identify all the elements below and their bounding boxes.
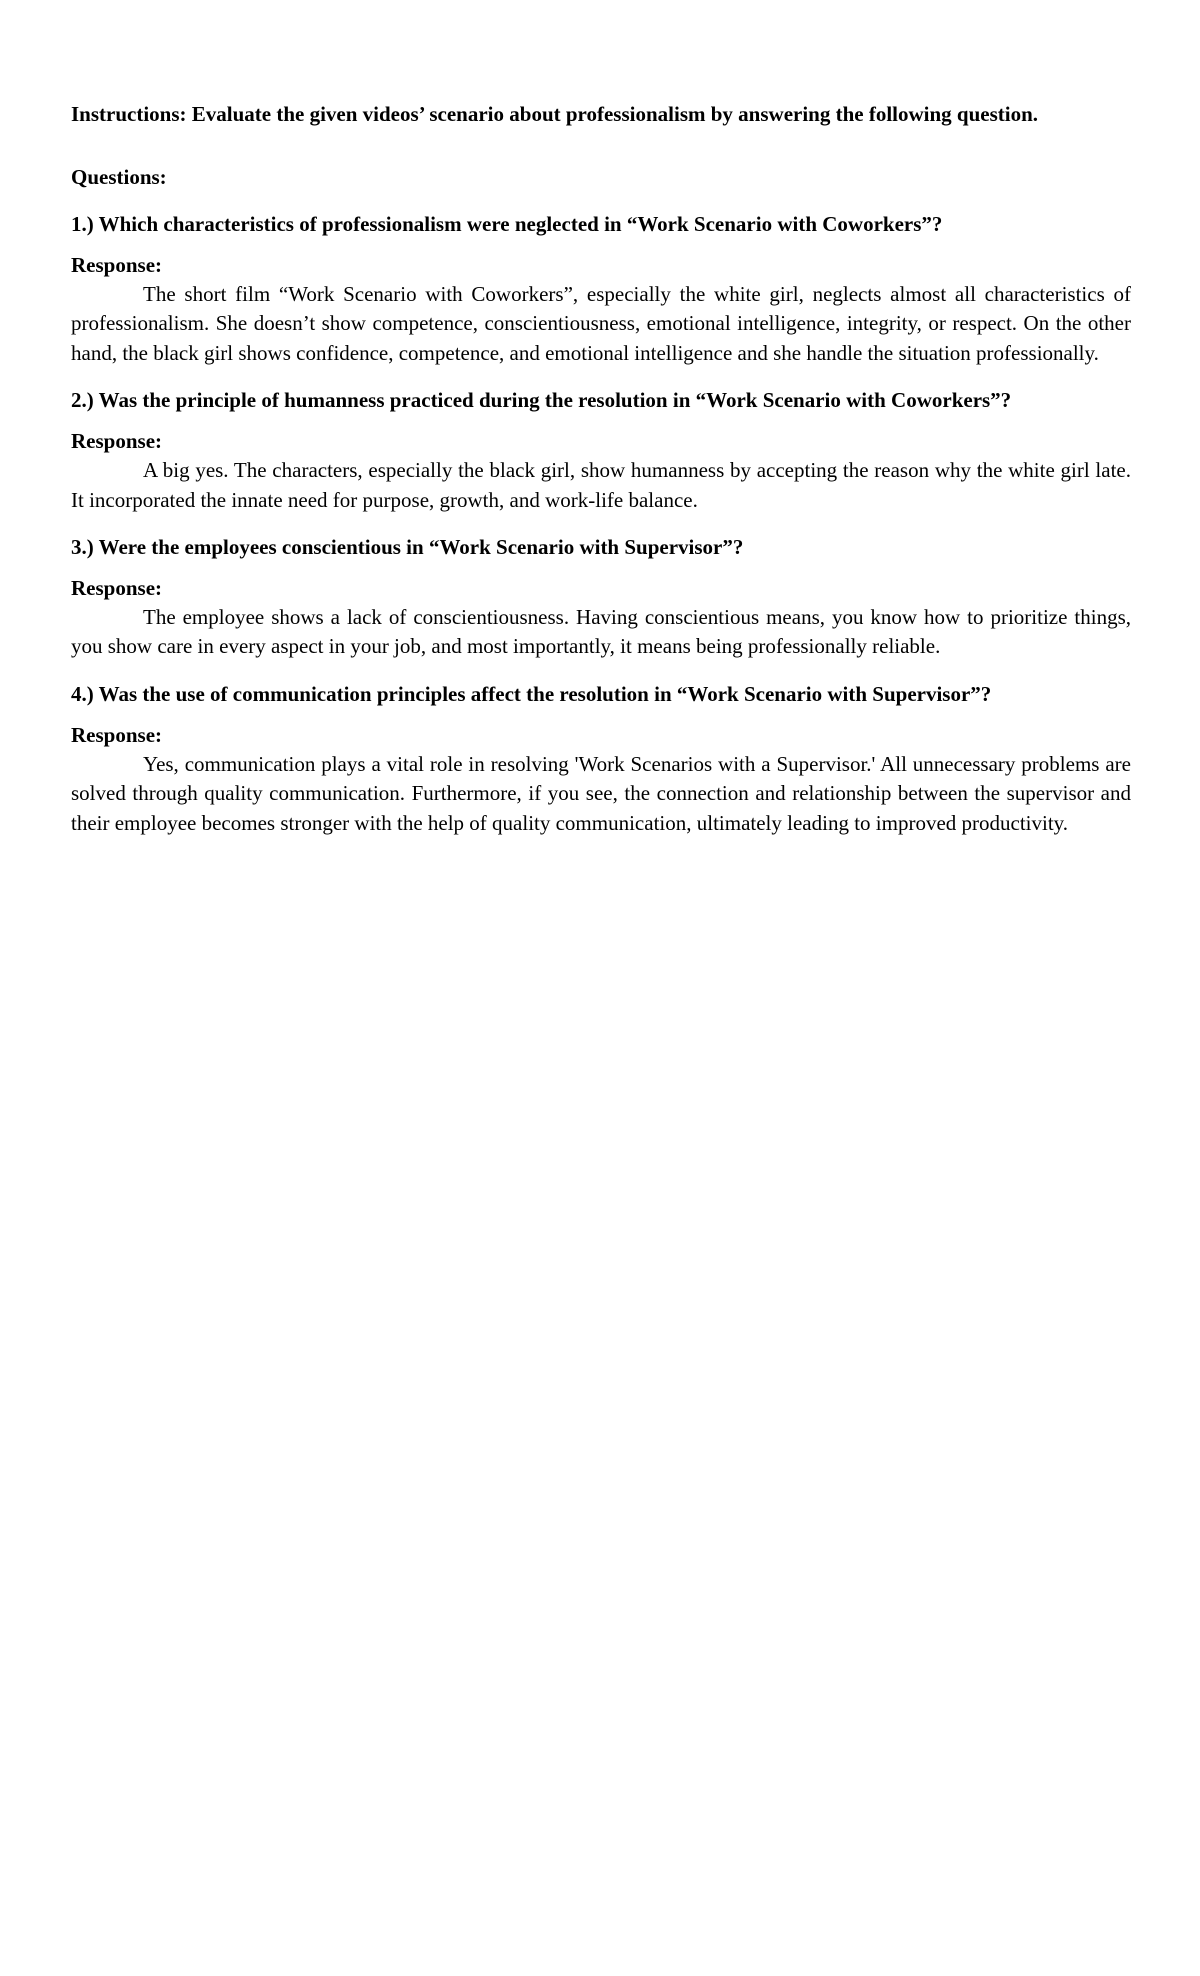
response-text-2: A big yes. The characters, especially the black girl, show humanness by accepting the reason why the white girl late. It incorporated the innate need for purpose, growth, and work-life balance. xyxy=(71,458,1131,512)
response-label-1: Response: xyxy=(71,253,163,277)
question-block-3 xyxy=(71,533,1131,662)
question-block-1 xyxy=(71,210,1131,368)
questions-heading: Questions: xyxy=(71,165,167,189)
response-text-4: Yes, communication plays a vital role in resolving 'Work Scenarios with a Supervisor.' All unnecessary problems are solved through quality communication. Furthermore, if you see, the connection and relationship between the supervisor and their employee becomes stronger with the help of quality communication, ultimately leading to improved productivity. xyxy=(71,751,1131,835)
question-1: 1.) Which characteristics of professionalism were neglected in “Work Scenario with Coworkers”? xyxy=(71,212,943,236)
question-3: 3.) Were the employees conscientious in “Work Scenario with Supervisor”? xyxy=(71,535,744,560)
response-text-1: The short film “Work Scenario with Coworkers”, especially the white girl, neglects almost all characteristics of professionalism. She doesn’t show competence, conscientiousness, emotional intelligence, integrity, or respect. On the other hand, the black girl shows confidence, competence, and emotional intelligence and she handle the situation professionally. xyxy=(71,282,1131,365)
response-label-2: Response: xyxy=(71,429,163,454)
response-label-3: Response: xyxy=(71,576,163,601)
response-text-3: The employee shows a lack of conscientiousness. Having conscientious means, you know how to prioritize things, you show care in every aspect in your job, and most importantly, it means being professionally reliable. xyxy=(71,605,1131,659)
document-page xyxy=(71,100,1131,838)
response-label-4: Response: xyxy=(71,722,163,747)
question-4: 4.) Was the use of communication principles affect the resolution in “Work Scenario with Supervisor”? xyxy=(71,681,992,706)
question-block-2 xyxy=(71,386,1131,515)
question-block-4 xyxy=(71,680,1131,838)
instructions-text: Instructions: Evaluate the given videos’ scenario about professionalism by answering the following question. xyxy=(71,102,1039,126)
question-2: 2.) Was the principle of humanness practiced during the resolution in “Work Scenario with Coworkers”? xyxy=(71,388,1012,413)
